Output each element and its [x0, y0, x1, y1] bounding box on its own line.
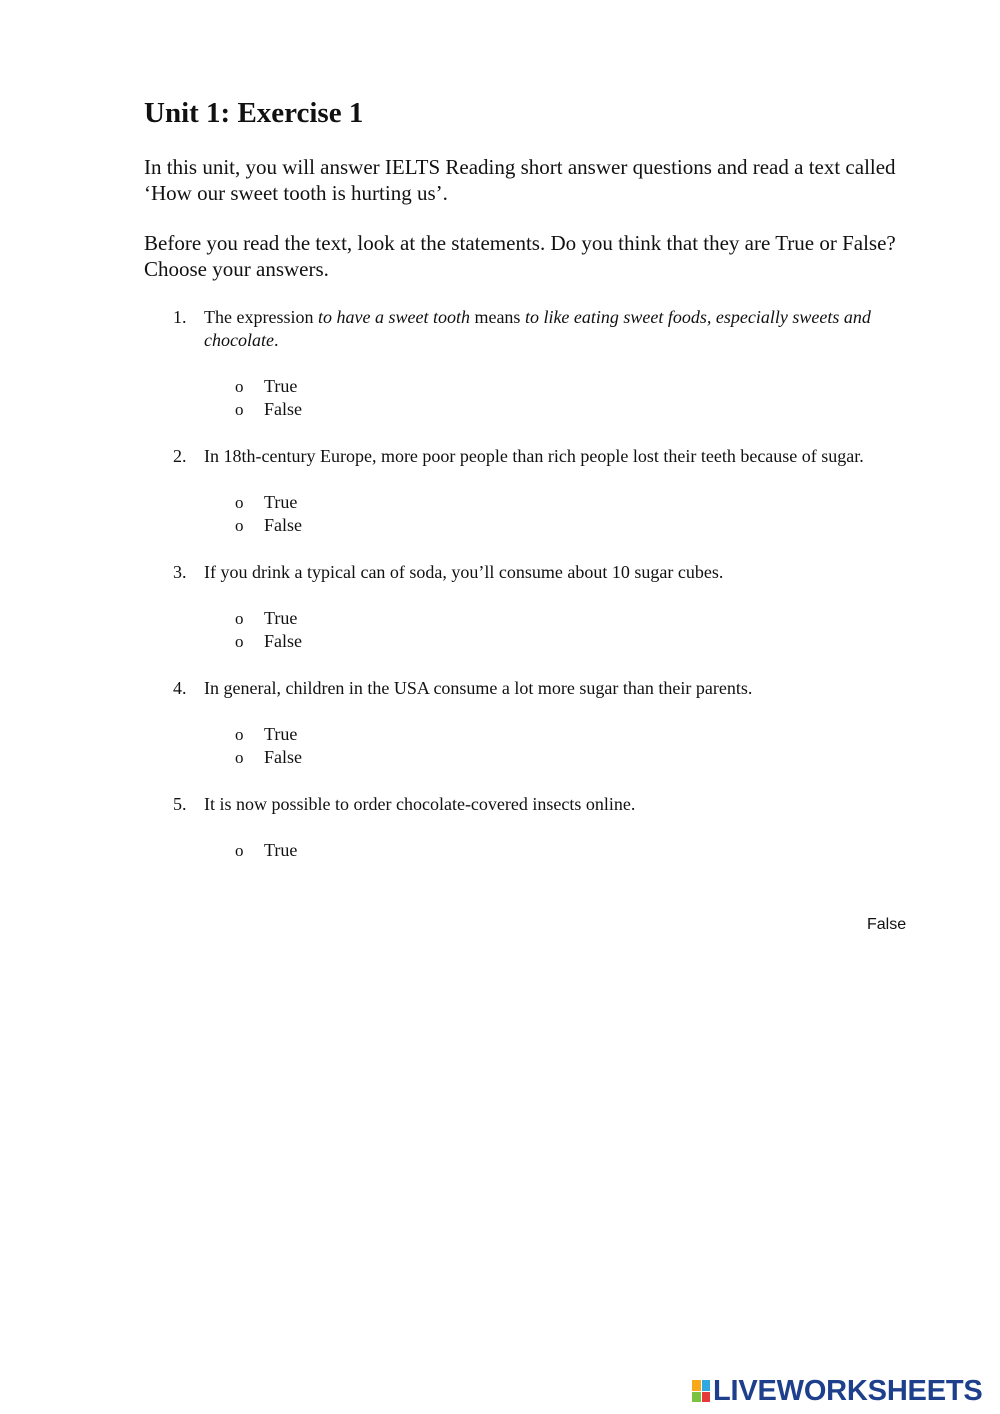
option-false[interactable]	[235, 630, 914, 653]
option-false-detached[interactable]: False	[867, 916, 907, 933]
option-label: True	[264, 376, 298, 396]
question-number: 5.	[173, 794, 187, 814]
option-true[interactable]	[235, 607, 914, 630]
page-title: Unit 1: Exercise 1	[144, 97, 364, 129]
question-3	[144, 561, 914, 653]
option-true[interactable]	[235, 723, 914, 746]
question-4	[144, 677, 914, 769]
radio-bullet-icon: o	[235, 516, 244, 535]
liveworksheets-logo-text: LIVEWORKSHEETS	[713, 1375, 983, 1407]
radio-bullet-icon: o	[235, 841, 244, 860]
question-text-part: means	[469, 307, 525, 327]
question-number: 2.	[173, 446, 187, 466]
radio-bullet-icon: o	[235, 493, 244, 512]
question-number: 4.	[173, 678, 187, 698]
question-5	[144, 793, 914, 862]
radio-bullet-icon: o	[235, 632, 244, 651]
option-false[interactable]	[235, 514, 914, 537]
question-text-italic: to like eating sweet foods, especially sweets and chocolate	[204, 307, 871, 350]
logo-square-icon	[702, 1392, 711, 1403]
option-label: True	[264, 492, 298, 512]
question-text: In general, children in the USA consume a lot more sugar than their parents.	[204, 678, 753, 698]
answer-options	[235, 839, 914, 862]
answer-options	[235, 375, 914, 421]
radio-bullet-icon: o	[235, 725, 244, 744]
radio-bullet-icon: o	[235, 377, 244, 396]
option-label: False	[264, 515, 302, 535]
question-text-italic: to have a sweet tooth	[317, 307, 470, 327]
question-text: It is now possible to order chocolate-covered insects online.	[204, 794, 636, 814]
liveworksheets-logo-icon	[692, 1380, 710, 1402]
radio-bullet-icon: o	[235, 748, 244, 767]
option-label: True	[264, 608, 298, 628]
option-true[interactable]	[235, 375, 914, 398]
worksheet-page	[144, 96, 914, 886]
question-number: 1.	[173, 307, 187, 327]
radio-bullet-icon: o	[235, 400, 244, 419]
option-label: False	[264, 631, 302, 651]
liveworksheets-logo	[692, 1376, 983, 1406]
option-true[interactable]	[235, 491, 914, 514]
logo-square-icon	[692, 1380, 701, 1391]
option-false[interactable]	[235, 746, 914, 769]
question-text	[204, 306, 914, 352]
question-number: 3.	[173, 562, 187, 582]
answer-options	[235, 607, 914, 653]
question-text: In 18th-century Europe, more poor people than rich people lost their teeth because of sugar.	[204, 446, 864, 466]
option-label: False	[264, 747, 302, 767]
instruction-paragraph: Before you read the text, look at the statements. Do you think that they are True or False? Choose your answers.	[144, 231, 896, 281]
radio-bullet-icon: o	[235, 609, 244, 628]
answer-options	[235, 491, 914, 537]
question-2	[144, 445, 914, 537]
answer-options	[235, 723, 914, 769]
question-text-part: .	[273, 330, 279, 350]
intro-paragraph: In this unit, you will answer IELTS Reading short answer questions and read a text called ‘How our sweet tooth is hurting us’.	[144, 155, 896, 205]
question-text-part: The expression	[204, 307, 318, 327]
logo-square-icon	[702, 1380, 711, 1391]
option-label: True	[264, 724, 298, 744]
option-false[interactable]	[235, 398, 914, 421]
option-true[interactable]	[235, 839, 914, 862]
logo-square-icon	[692, 1392, 701, 1403]
option-label: True	[264, 840, 298, 860]
question-list	[144, 306, 914, 862]
question-1	[144, 306, 914, 421]
option-label: False	[264, 399, 302, 419]
question-text: If you drink a typical can of soda, you’ll consume about 10 sugar cubes.	[204, 562, 724, 582]
